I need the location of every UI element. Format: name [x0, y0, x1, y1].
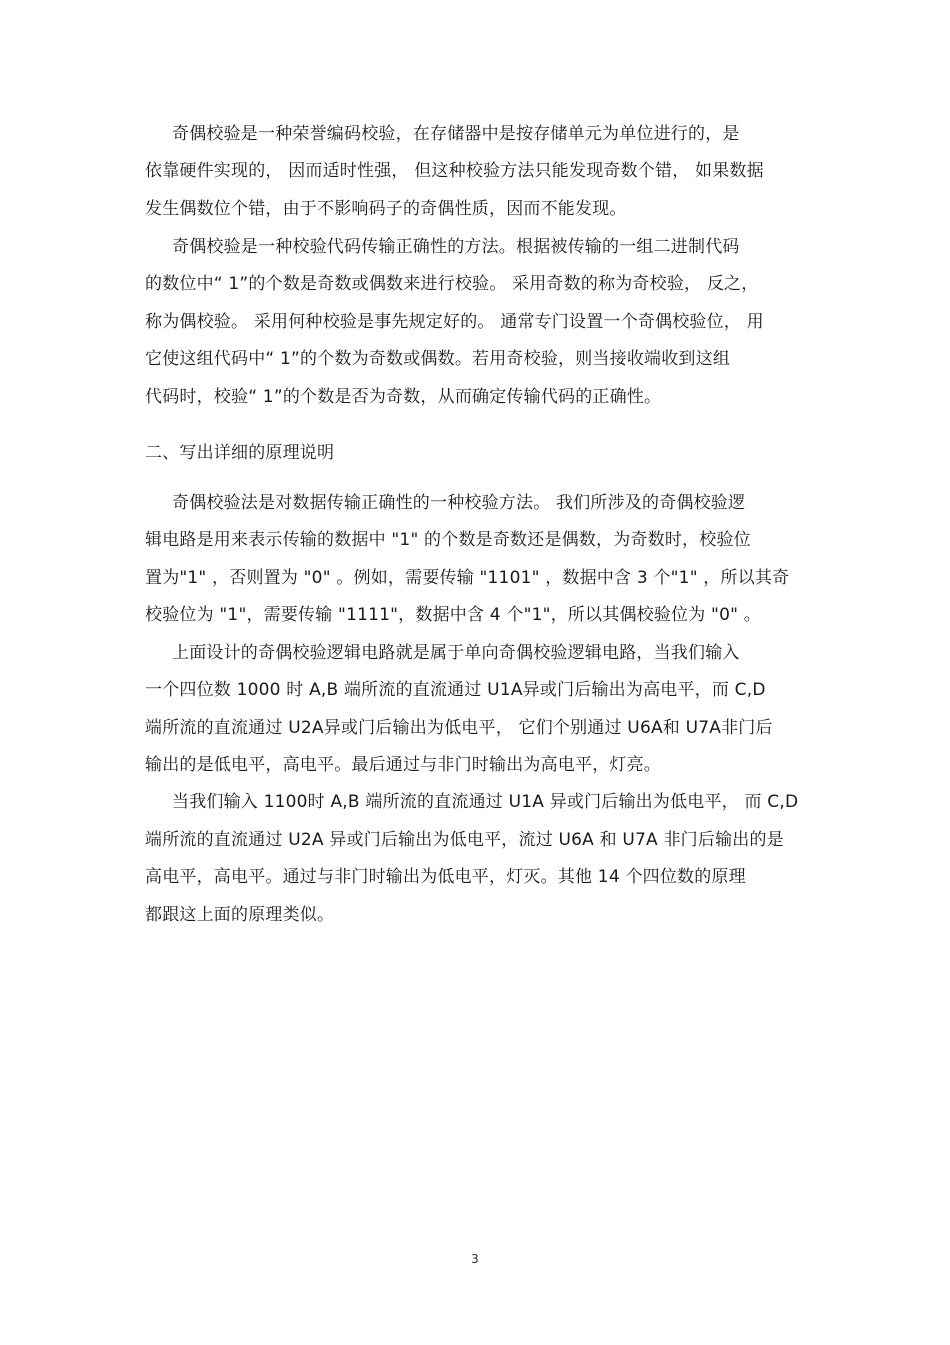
principle-3-line-3: 高电平，高电平。通过与非门时输出为低电平，灯灭。其他 14 个四位数的原理	[145, 867, 746, 887]
principle-2-line-3: 端所流的直流通过 U2A异或门后输出为低电平， 它们个别通过 U6A和 U7A非门后	[145, 718, 773, 738]
paragraph-2-line-2: 的数位中“ 1”的个数是奇数或偶数来进行校验。 采用奇数的称为奇校验， 反之，	[145, 274, 759, 294]
paragraph-2-line-5: 代码时，校验“ 1”的个数是否为奇数，从而确定传输代码的正确性。	[145, 387, 662, 407]
principle-3-line-1: 当我们输入 1100时 A,B 端所流的直流通过 U1A 异或门后输出为低电平， 而 C,D	[172, 792, 799, 812]
paragraph-2-line-3: 称为偶校验。 采用何种校验是事先规定好的。 通常专门设置一个奇偶校验位， 用	[145, 312, 764, 332]
section-heading: 二、写出详细的原理说明	[145, 443, 335, 463]
principle-3-line-4: 都跟这上面的原理类似。	[145, 905, 335, 925]
principle-2-line-2: 一个四位数 1000 时 A,B 端所流的直流通过 U1A异或门后输出为高电平，而 C,D	[145, 680, 766, 700]
paragraph-2-line-1: 奇偶校验是一种校验代码传输正确性的方法。根据被传输的一组二进制代码	[172, 237, 740, 257]
principle-2-line-4: 输出的是低电平，高电平。最后通过与非门时输出为高电平，灯亮。	[145, 755, 661, 775]
page-number: 3	[471, 1252, 479, 1266]
paragraph-1-line-3: 发生偶数位个错，由于不影响码子的奇偶性质，因而不能发现。	[145, 199, 627, 219]
paragraph-1-line-2: 依靠硬件实现的， 因而适时性强， 但这种校验方法只能发现奇数个错， 如果数据	[145, 161, 764, 181]
paragraph-2-line-4: 它使这组代码中“ 1”的个数为奇数或偶数。若用奇校验，则当接收端收到这组	[145, 349, 731, 369]
principle-3-line-2: 端所流的直流通过 U2A 异或门后输出为低电平，流过 U6A 和 U7A 非门后输出的是	[145, 830, 784, 850]
principle-1-line-2: 辑电路是用来表示传输的数据中 "1" 的个数是奇数还是偶数，为奇数时，校验位	[145, 530, 751, 550]
principle-1-line-1: 奇偶校验法是对数据传输正确性的一种校验方法。 我们所涉及的奇偶校验逻	[172, 493, 746, 513]
principle-1-line-4: 校验位为 "1"，需要传输 "1111"，数据中含 4 个"1"，所以其偶校验位为 "0" 。	[145, 605, 761, 625]
principle-2-line-1: 上面设计的奇偶校验逻辑电路就是属于单向奇偶校验逻辑电路，当我们输入	[172, 643, 740, 663]
principle-1-line-3: 置为"1" ，否则置为 "0" 。例如，需要传输 "1101" ，数据中含 3 个"1" ，所以其奇	[145, 568, 790, 588]
paragraph-1-line-1: 奇偶校验是一种荣誉编码校验，在存储器中是按存储单元为单位进行的，是	[172, 124, 740, 144]
